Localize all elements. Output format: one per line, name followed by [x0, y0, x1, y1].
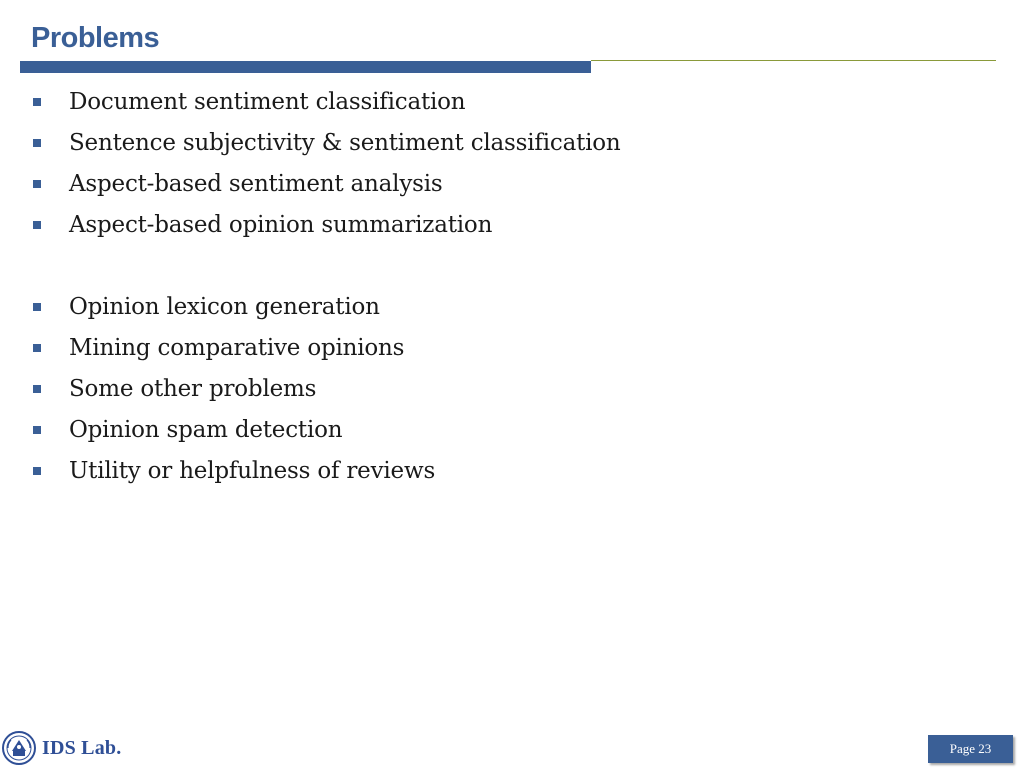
list-item — [33, 204, 621, 245]
square-bullet-icon — [33, 467, 41, 475]
lab-name: IDS Lab. — [42, 736, 122, 759]
footer-logo — [2, 731, 121, 765]
square-bullet-icon — [33, 303, 41, 311]
university-seal-icon — [2, 731, 36, 765]
list-spacer — [33, 245, 621, 286]
title-underline-bar — [20, 61, 591, 73]
bullet-list — [33, 81, 621, 491]
list-item — [33, 327, 621, 368]
bullet-text: Sentence subjectivity & sentiment classification — [69, 129, 621, 156]
bullet-text: Mining comparative opinions — [69, 334, 405, 361]
list-item — [33, 286, 621, 327]
bullet-text: Utility or helpfulness of reviews — [69, 457, 436, 484]
list-item — [33, 163, 621, 204]
list-item — [33, 122, 621, 163]
bullet-text: Some other problems — [69, 375, 317, 402]
bullet-text: Document sentiment classification — [69, 88, 466, 115]
page-number: Page 23 — [949, 741, 992, 756]
bullet-text: Opinion lexicon generation — [69, 293, 380, 320]
list-item — [33, 409, 621, 450]
square-bullet-icon — [33, 139, 41, 147]
square-bullet-icon — [33, 426, 41, 434]
square-bullet-icon — [33, 221, 41, 229]
title-underline-rule — [591, 60, 996, 61]
square-bullet-icon — [33, 180, 41, 188]
page-number-badge — [928, 735, 1013, 763]
slide-title: Problems — [31, 22, 160, 54]
bullet-text: Aspect-based sentiment analysis — [69, 170, 443, 197]
list-item — [33, 450, 621, 491]
bullet-text: Opinion spam detection — [69, 416, 343, 443]
list-item — [33, 368, 621, 409]
square-bullet-icon — [33, 98, 41, 106]
square-bullet-icon — [33, 385, 41, 393]
list-item — [33, 81, 621, 122]
square-bullet-icon — [33, 344, 41, 352]
bullet-text: Aspect-based opinion summarization — [69, 211, 493, 238]
